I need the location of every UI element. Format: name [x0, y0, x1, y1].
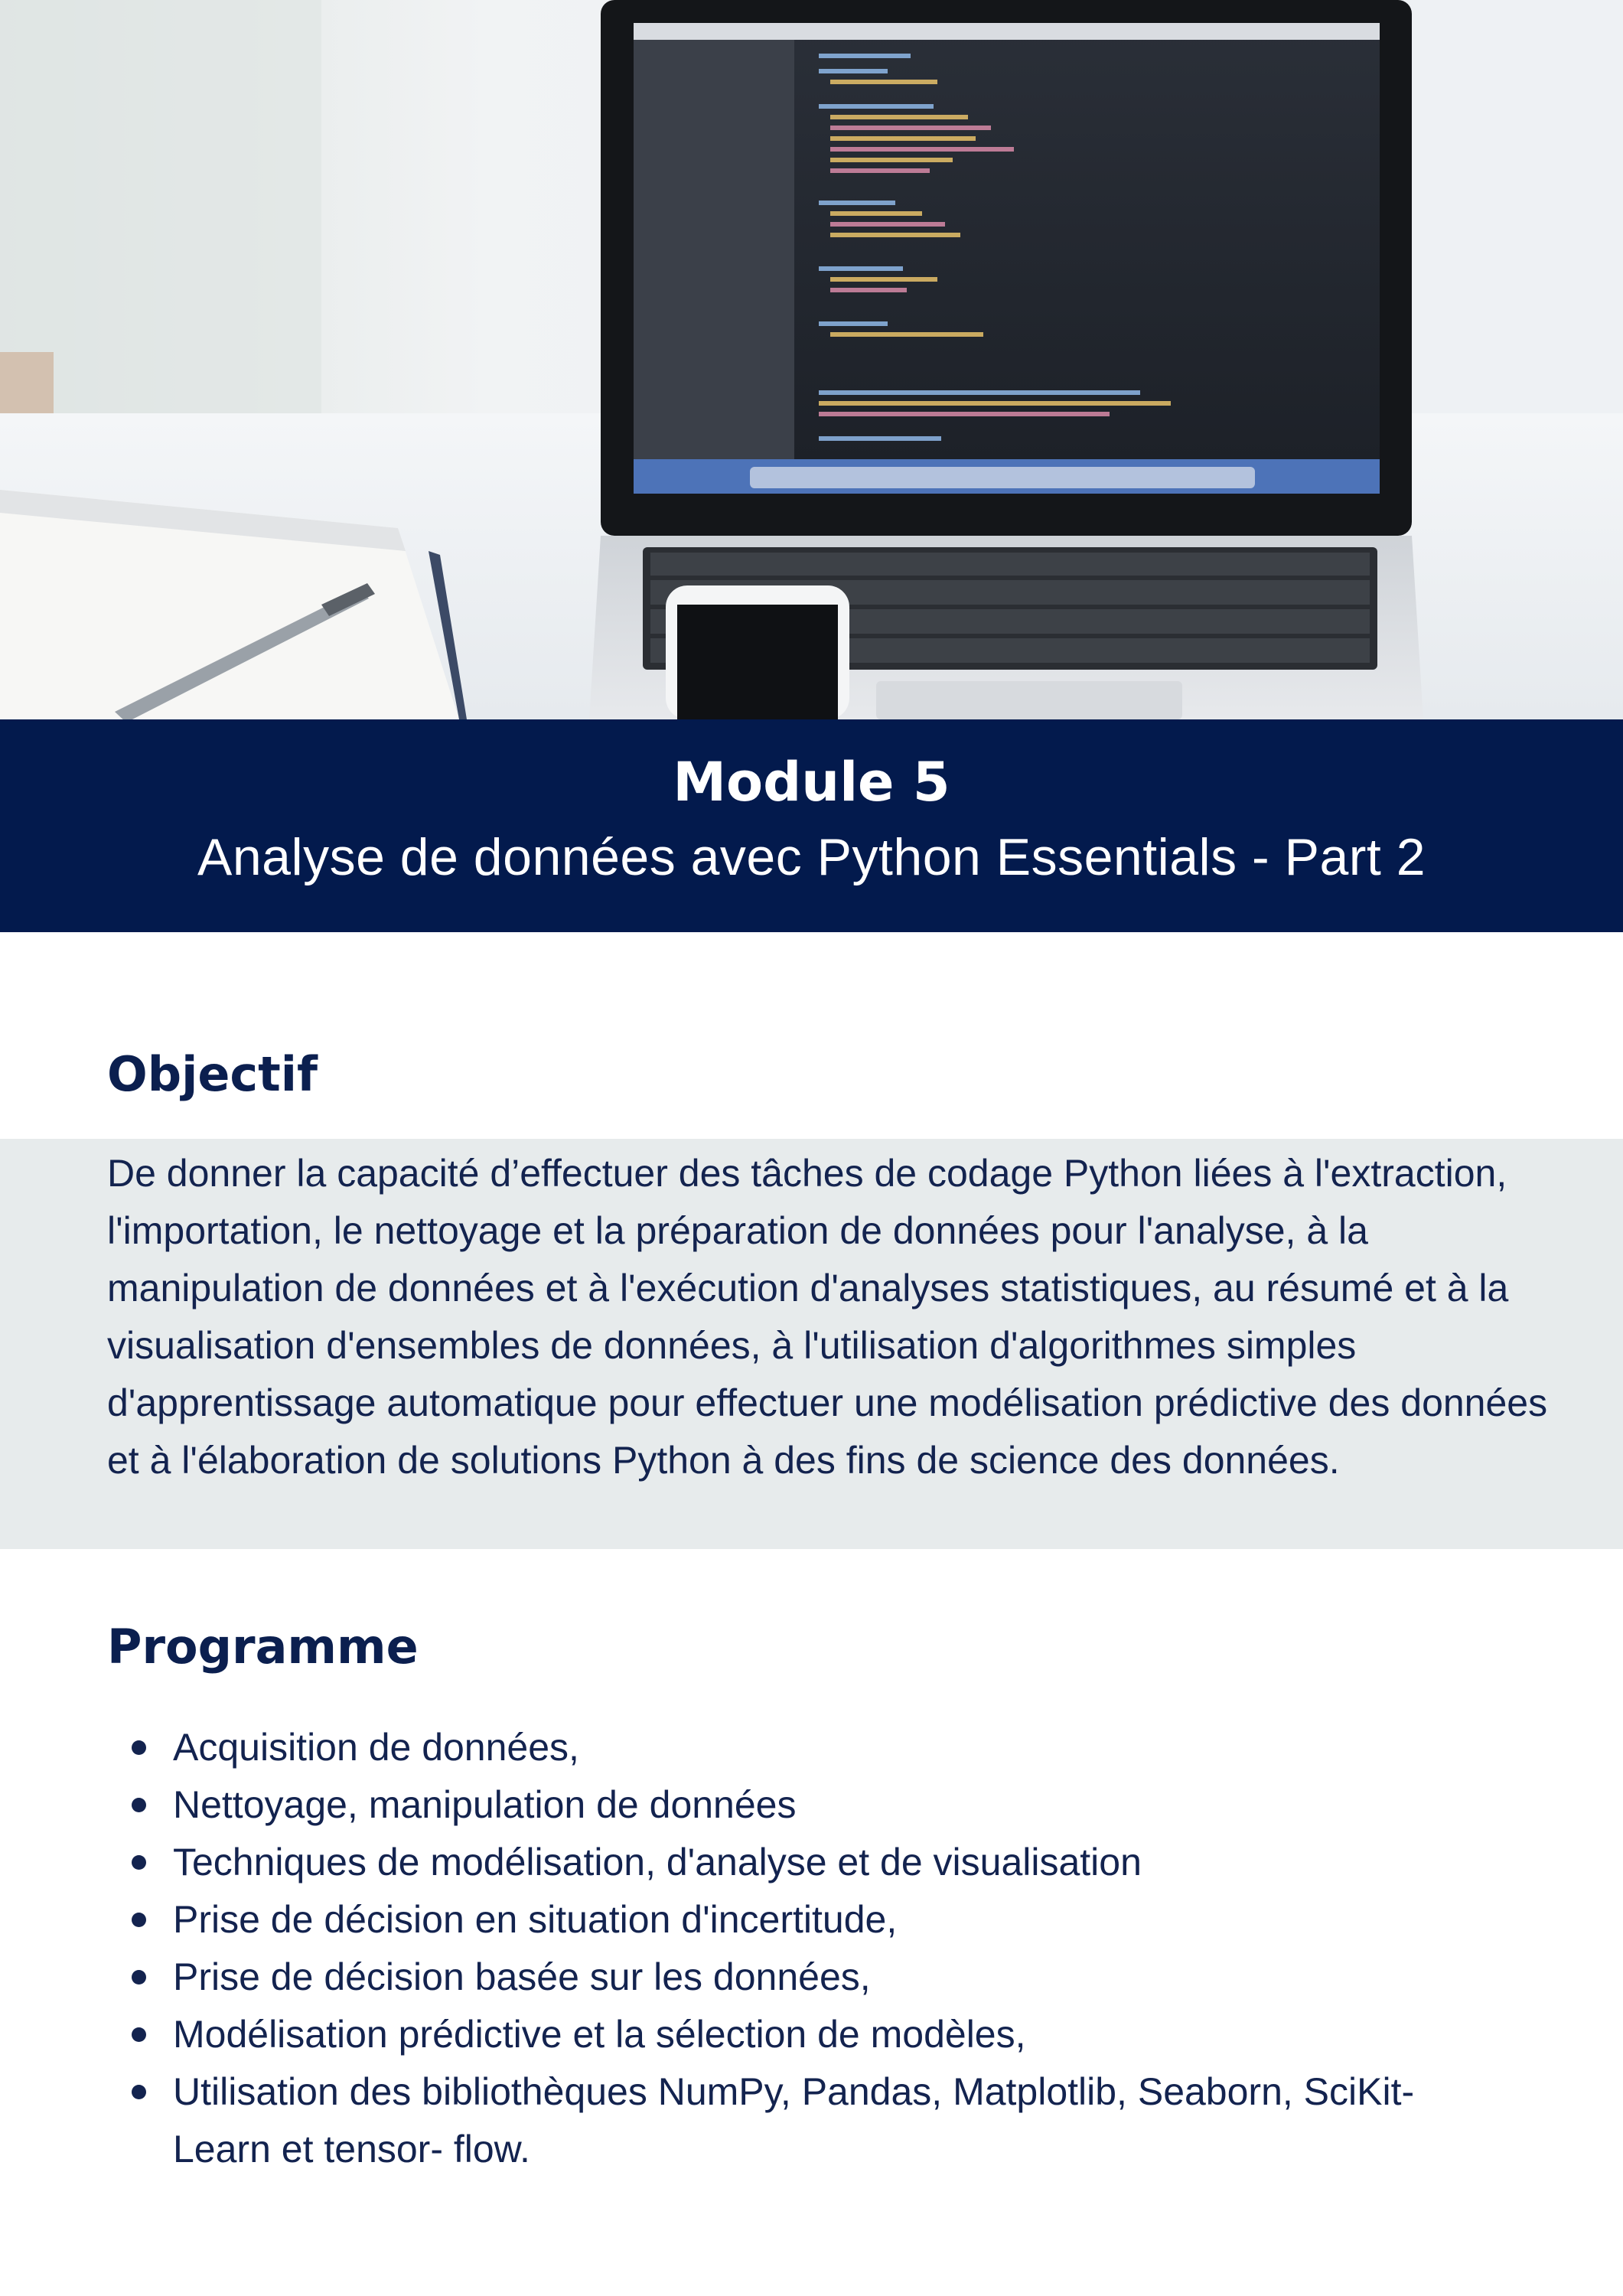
list-item-text: Techniques de modélisation, d'analyse et de visualisation	[173, 1841, 1142, 1883]
list-item-text: Utilisation des bibliothèques NumPy, Pandas, Matplotlib, Seaborn, SciKit-Learn et tensor- flow.	[173, 2070, 1415, 2170]
list-item	[0, 1834, 1474, 1891]
objective-text: De donner la capacité d’effectuer des tâches de codage Python liées à l'extraction, l'importation, le nettoyage et la préparation de données pour l'analyse, à la manipulation de données et à l'exécution d'analyses statistiques, au résumé et à la visualisation d'ensembles de données, à l'utilisation d'algorithmes simples d'apprentissage automatique pour effectuer une modélisation prédictive des données et à l'élaboration de solutions Python à des fins de science des données.	[107, 1152, 1548, 1482]
title-banner	[0, 719, 1623, 932]
bullet-icon	[132, 1913, 146, 1927]
objectif-heading: Objectif	[107, 1046, 318, 1102]
laptop-desk-illustration	[0, 0, 1623, 719]
list-item	[0, 1776, 1474, 1834]
module-title: Module 5	[673, 751, 950, 814]
list-item	[0, 2063, 1474, 2178]
programme-list	[0, 1719, 1623, 2178]
list-item-text: Prise de décision basée sur les données,	[173, 1955, 871, 1998]
list-item-text: Nettoyage, manipulation de données	[173, 1783, 797, 1826]
module-subtitle: Analyse de données avec Python Essentials - Part 2	[197, 828, 1426, 886]
list-item	[0, 1949, 1474, 2006]
list-item	[0, 1719, 1474, 1776]
list-item-text: Prise de décision en situation d'incertitude,	[173, 1898, 898, 1941]
bullet-icon	[132, 1798, 146, 1812]
bullet-icon	[132, 2085, 146, 2099]
list-item-text: Modélisation prédictive et la sélection de modèles,	[173, 2013, 1026, 2056]
bullet-icon	[132, 2027, 146, 2042]
list-item	[0, 1891, 1474, 1949]
list-item-text: Acquisition de données,	[173, 1726, 579, 1769]
hero-photo	[0, 0, 1623, 719]
bullet-icon	[132, 1855, 146, 1870]
bullet-icon	[132, 1740, 146, 1755]
bullet-icon	[132, 1970, 146, 1985]
list-item	[0, 2006, 1474, 2063]
programme-heading: Programme	[107, 1619, 419, 1675]
